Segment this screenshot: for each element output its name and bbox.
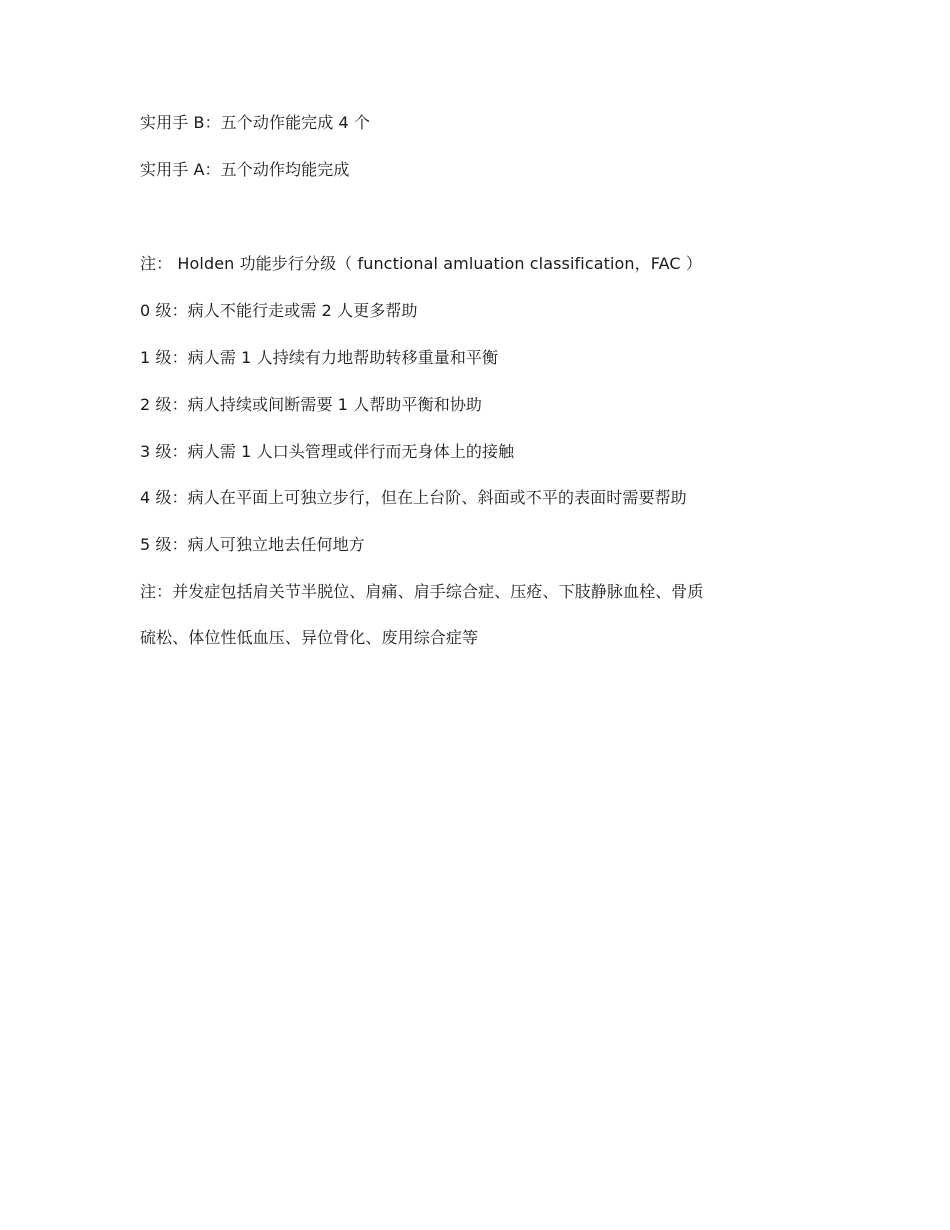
hand-function-b: 实用手 B：五个动作能完成 4 个 bbox=[140, 113, 371, 132]
fac-level-2: 2 级：病人持续或间断需要 1 人帮助平衡和协助 bbox=[140, 395, 483, 414]
fac-level-3: 3 级：病人需 1 人口头管理或伴行而无身体上的接触 bbox=[140, 442, 515, 461]
complication-note-line-1: 注：并发症包括肩关节半脱位、肩痛、肩手综合症、压疮、下肢静脉血栓、骨质 bbox=[140, 582, 704, 601]
fac-level-4: 4 级：病人在平面上可独立步行，但在上台阶、斜面或不平的表面时需要帮助 bbox=[140, 488, 687, 507]
fac-note: 注： Holden 功能步行分级（ functional amluation classification，FAC ） bbox=[140, 254, 702, 273]
fac-level-5: 5 级：病人可独立地去任何地方 bbox=[140, 535, 365, 554]
complication-note-line-2: 硫松、体位性低血压、异位骨化、废用综合症等 bbox=[140, 628, 479, 647]
fac-level-0: 0 级：病人不能行走或需 2 人更多帮助 bbox=[140, 301, 418, 320]
fac-level-1: 1 级：病人需 1 人持续有力地帮助转移重量和平衡 bbox=[140, 348, 499, 367]
hand-function-a: 实用手 A：五个动作均能完成 bbox=[140, 160, 350, 179]
